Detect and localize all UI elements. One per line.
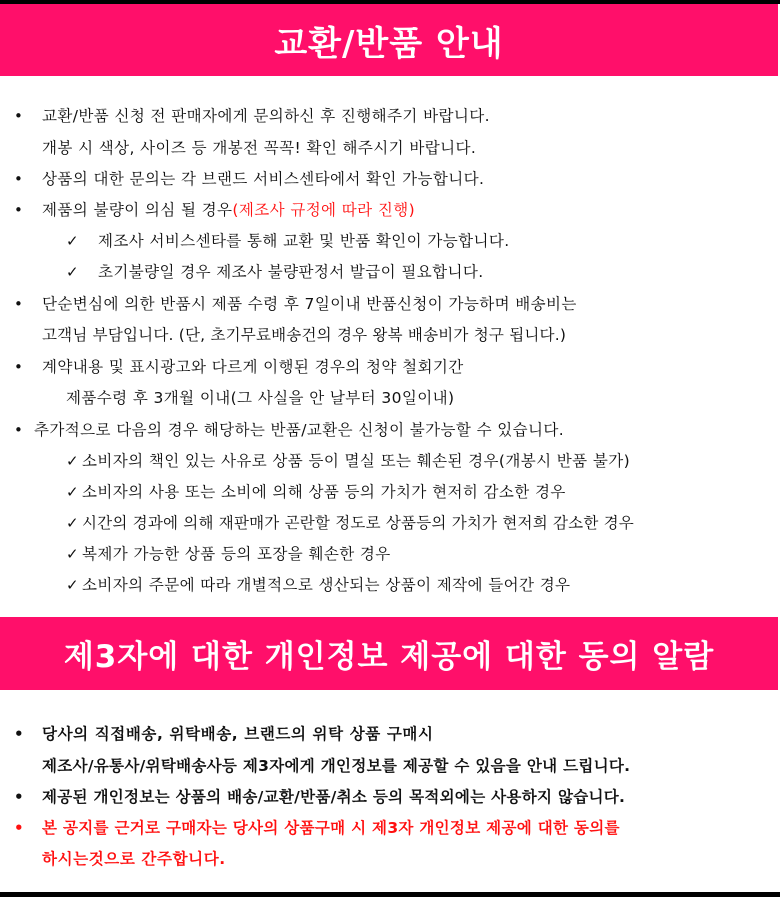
notice-line: 소비자의 주문에 따라 개별적으로 생산되는 상품이 제작에 들어간 경우 [82,576,571,594]
bullet-icon: • [14,107,23,125]
bullet-icon: • [14,819,24,837]
bullet-icon: • [14,421,23,439]
check-icon: ✓ [66,483,79,501]
notice-line: 제공된 개인정보는 상품의 배송/교환/반품/취소 등의 목적외에는 사용하지 않습니다. [42,788,626,806]
notice-line: 복제가 가능한 상품 등의 포장을 훼손한 경우 [82,545,391,563]
notice-line: 시간의 경과에 의해 재판매가 곤란할 정도로 상품등의 가치가 현저희 감소한 경우 [82,514,634,532]
defect-text: 제품의 불량이 의심 될 경우 [42,201,233,219]
consent-notice-line: 본 공지를 근거로 구매자는 당사의 상품구매 시 제3자 개인정보 제공에 대한 동의를 [42,819,620,837]
bullet-icon: • [14,788,24,806]
notice-line: 초기불량일 경우 제조사 불량판정서 발급이 필요합니다. [98,263,484,281]
notice-line: 추가적으로 다음의 경우 해당하는 반품/교환은 신청이 불가능할 수 있습니다. [34,421,565,439]
notice-line: 당사의 직접배송, 위탁배송, 브랜드의 위탁 상품 구매시 [42,725,434,743]
section1-title: 교환/반품 안내 [274,23,504,64]
manufacturer-policy-note: (제조사 규정에 따라 진행) [232,201,416,219]
notice-line: 단순변심에 의한 반품시 제품 수령 후 7일이내 반품신청이 가능하며 배송비는 [42,295,577,313]
bullet-icon: • [14,725,24,743]
bullet-icon: • [14,170,23,188]
bullet-icon: • [14,358,23,376]
exchange-return-banner [0,4,778,76]
check-icon: ✓ [66,545,79,563]
notice-line: 소비자의 사용 또는 소비에 의해 상품 등의 가치가 현저히 감소한 경우 [82,483,566,501]
notice-line: 계약내용 및 표시광고와 다르게 이행된 경우의 청약 철회기간 [42,358,464,376]
notice-line [42,200,415,220]
notice-line: 소비자의 책인 있는 사유로 상품 등이 멸실 또는 훼손된 경우(개봉시 반품 불가) [82,452,631,470]
consent-notice-line: 하시는것으로 간주합니다. [42,850,226,868]
notice-line: 제품수령 후 3개월 이내(그 사실을 안 날부터 30일이내) [66,389,455,407]
check-icon: ✓ [66,263,79,281]
notice-line: 개봉 시 색상, 사이즈 등 개봉전 꼭꼭! 확인 해주시기 바랍니다. [42,139,477,157]
bullet-icon: • [14,201,23,219]
notice-line: 고객님 부담입니다. (단, 초기무료배송건의 경우 왕복 배송비가 청구 됩니다.) [42,326,567,344]
bullet-icon: • [14,295,23,313]
notice-line: 제조사/유통사/위탁배송사등 제3자에게 개인정보를 제공할 수 있음을 안내 드립니다. [42,757,631,775]
notice-line: 제조사 서비스센타를 통해 교환 및 반품 확인이 가능합니다. [98,232,510,250]
notice-line: 상품의 대한 문의는 각 브랜드 서비스센타에서 확인 가능합니다. [42,170,485,188]
check-icon: ✓ [66,576,79,594]
privacy-consent-banner [0,617,778,690]
check-icon: ✓ [66,232,79,250]
section2-title: 제3자에 대한 개인정보 제공에 대한 동의 알람 [63,639,715,675]
check-icon: ✓ [66,452,79,470]
notice-line: 교환/반품 신청 전 판매자에게 문의하신 후 진행해주기 바랍니다. [42,107,490,125]
check-icon: ✓ [66,514,79,532]
bottom-rule [0,892,780,897]
